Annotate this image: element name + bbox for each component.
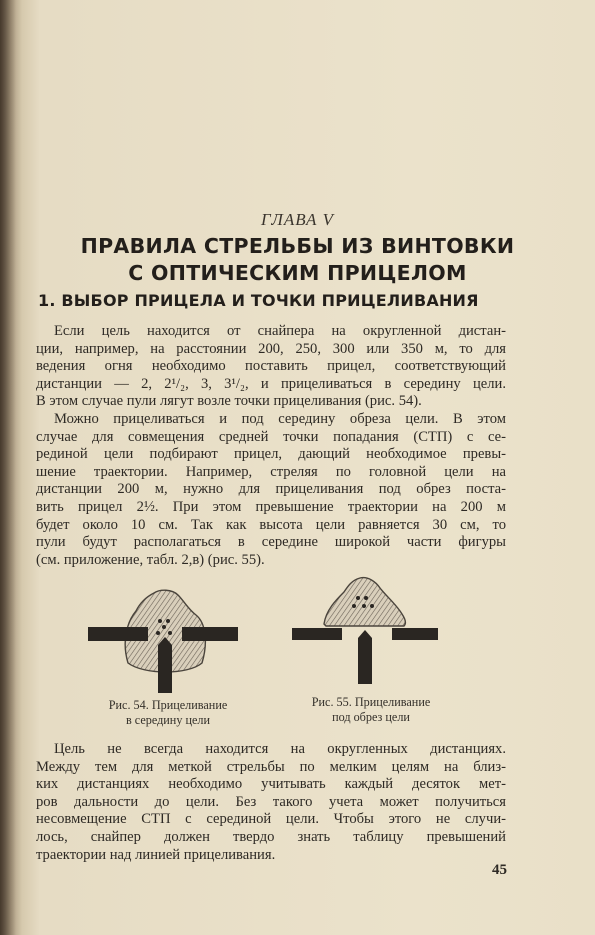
figure-54-caption [78, 698, 258, 727]
text-line: (см. приложение, табл. 2,в) (рис. 55). [36, 551, 265, 568]
figure-55-caption [283, 695, 459, 724]
text-line: В этом случае пули лягут возле точки прицеливания (рис. 54). [36, 393, 422, 410]
caption-line: в середину цели [125, 712, 211, 727]
caption-line: под обрез цели [332, 709, 410, 724]
body-text [36, 323, 506, 569]
text-line: вить прицел 2½. При этом превышение траектории на 200 м [36, 498, 506, 515]
text-line: рединой цели подбирают прицел, дающий необходимое превы- [36, 446, 506, 463]
reticle-left-bar [292, 628, 342, 640]
chapter-title-line: ПРАВИЛА СТРЕЛЬБЫ ИЗ ВИНТОВКИ [80, 234, 515, 258]
text-line: ких дистанциях необходимо учитывать каждый десяток мет- [36, 776, 506, 793]
section-heading: 1. ВЫБОР ПРИЦЕЛА И ТОЧКИ ПРИЦЕЛИВАНИЯ [38, 291, 479, 310]
text-line: траектории над линией прицеливания. [36, 846, 276, 863]
text-line: Цель не всегда находится на округленных дистанциях. [54, 741, 506, 757]
figure-54-illustration [88, 583, 238, 693]
text-line: будет около 10 см. Так как высота цели равняется 30 см, то [36, 516, 506, 533]
spine-shadow [0, 0, 16, 935]
reticle-post [158, 637, 172, 693]
body-text [36, 741, 506, 864]
text-line: дистанции 200 м, нужно для прицеливания под обрез поста- [36, 481, 506, 498]
text-line: пули будут располагаться в середине широкой части фигуры [36, 534, 506, 551]
text-line: лось, снайпер должен твердо знать таблицу превышений [36, 828, 506, 845]
figure-55-illustration [292, 574, 438, 684]
text-line: несовмещение СТП с серединой цели. Чтобы этого не случи- [36, 811, 506, 828]
chapter-title-line: С ОПТИЧЕСКИМ ПРИЦЕЛОМ [128, 261, 467, 285]
text-line: ведения огня необходимо поставить прицел, соответствующий [36, 358, 506, 375]
caption-line: Рис. 54. Прицеливание [108, 698, 228, 712]
reticle-post [358, 630, 372, 684]
reticle-right-bar [182, 627, 238, 641]
text-line: шение траектории. Например, стреляя по головной цели на [36, 463, 506, 480]
text-line: Между тем для меткой стрельбы по мелким целям на близ- [36, 758, 506, 775]
caption-line: Рис. 55. Прицеливание [311, 695, 431, 709]
text-line: случае для совмещения средней точки попадания (СТП) с се- [36, 428, 506, 445]
text-line: ров дальности до цели. Без такого учета может получиться [36, 793, 506, 810]
chapter-heading: ГЛАВА V [260, 210, 335, 229]
chapter-title [40, 233, 555, 287]
text-line: Можно прицеливаться и под середину обреза цели. В этом [54, 410, 506, 427]
page-number: 45 [492, 862, 507, 878]
text-line: дистанции — 2, 2¹/₂, 3, 3¹/₂, и прицеливаться в середину цели. [36, 375, 506, 392]
text-line: ции, например, на расстоянии 200, 250, 300 или 350 м, то для [36, 340, 506, 357]
reticle-left-bar [88, 627, 148, 641]
reticle-right-bar [392, 628, 438, 640]
text-line: Если цель находится от снайпера на округленной дистан- [54, 323, 506, 339]
target-silhouette [324, 578, 405, 626]
